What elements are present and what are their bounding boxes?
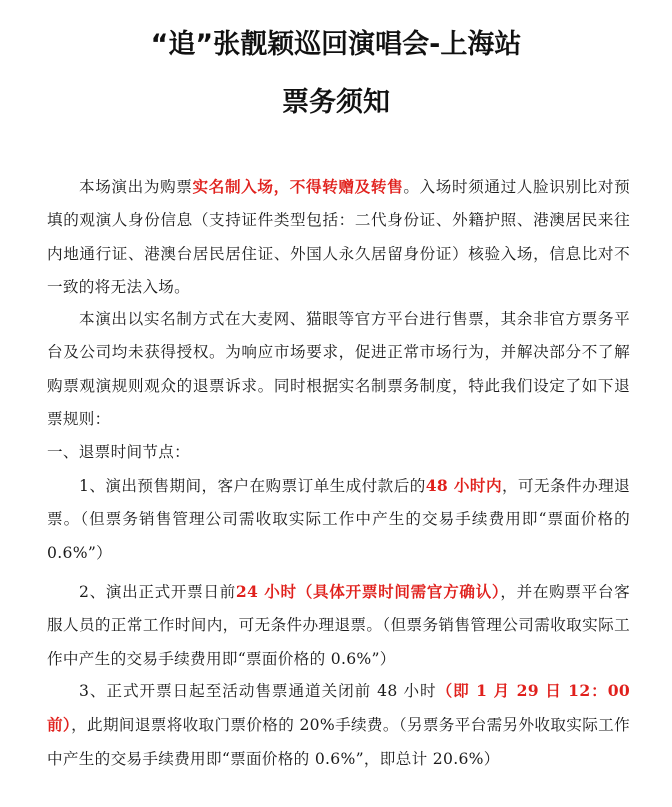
page-subtitle: 票务须知 bbox=[282, 87, 390, 118]
section-heading: 一、退票时间节点： bbox=[47, 443, 191, 461]
paragraph-refund-intro: 本演出以实名制方式在大麦网、猫眼等官方平台进行售票，其余非官方票务平台及公司均未获得授权。为响应市场要求，促进正常市场行为，并解决部分不了解购票观演规则观众的退票诉求。同时根据实名制票务制度，特此我们设定了如下退票规则： bbox=[47, 310, 630, 428]
rule-text: 3、正式开票日起至活动售票通道关闭前 48 小时 bbox=[79, 682, 437, 700]
refund-rule-item-2 bbox=[47, 575, 630, 676]
highlight-text: （即 1 月 29 日 12：00 前） bbox=[47, 681, 630, 735]
highlight-text: 24 小时（具体开票时间需官方确认） bbox=[235, 582, 501, 601]
rule-text: 2、演出正式开票日前 bbox=[79, 583, 236, 601]
rule-text: ，并在购票平台客服人员的正常工作时间内，可无条件办理退票。（但票务销售管理公司需收取实际工作中产生的交易手续费用即“票面价格的 0.6%”） bbox=[47, 583, 631, 668]
rule-text: 1、演出预售期间，客户在购票订单生成付款后的 bbox=[79, 477, 426, 495]
refund-rule-item-3 bbox=[47, 674, 630, 776]
refund-rule-item-1 bbox=[47, 469, 630, 570]
paragraph-text: 本场演出为购票 bbox=[79, 178, 193, 196]
page-title: “追”张靓颖巡回演唱会-上海站 bbox=[150, 29, 522, 60]
highlight-text: 48 小时内 bbox=[425, 476, 502, 495]
highlight-text: 实名制入场，不得转赠及转售 bbox=[192, 177, 404, 196]
paragraph-text: 。入场时须通过人脸识别比对预填的观演人身份信息（支持证件类型包括：二代身份证、外籍护照、港澳居民来往内地通行证、港澳台居民居住证、外国人永久居留身份证）核验入场，信息比对不一致的将无法入场。 bbox=[47, 178, 630, 296]
rule-text: ，可无条件办理退票。（但票务销售管理公司需收取实际工作中产生的交易手续费用即“票面价格的 0.6%”） bbox=[47, 477, 630, 562]
rule-text: ，此期间退票将收取门票价格的 20%手续费。（另票务平台需另外收取实际工作中产生的交易手续费用即“票面价格的 0.6%”，即总计 20.6%） bbox=[47, 716, 630, 768]
paragraph-real-name-entry bbox=[47, 170, 630, 304]
